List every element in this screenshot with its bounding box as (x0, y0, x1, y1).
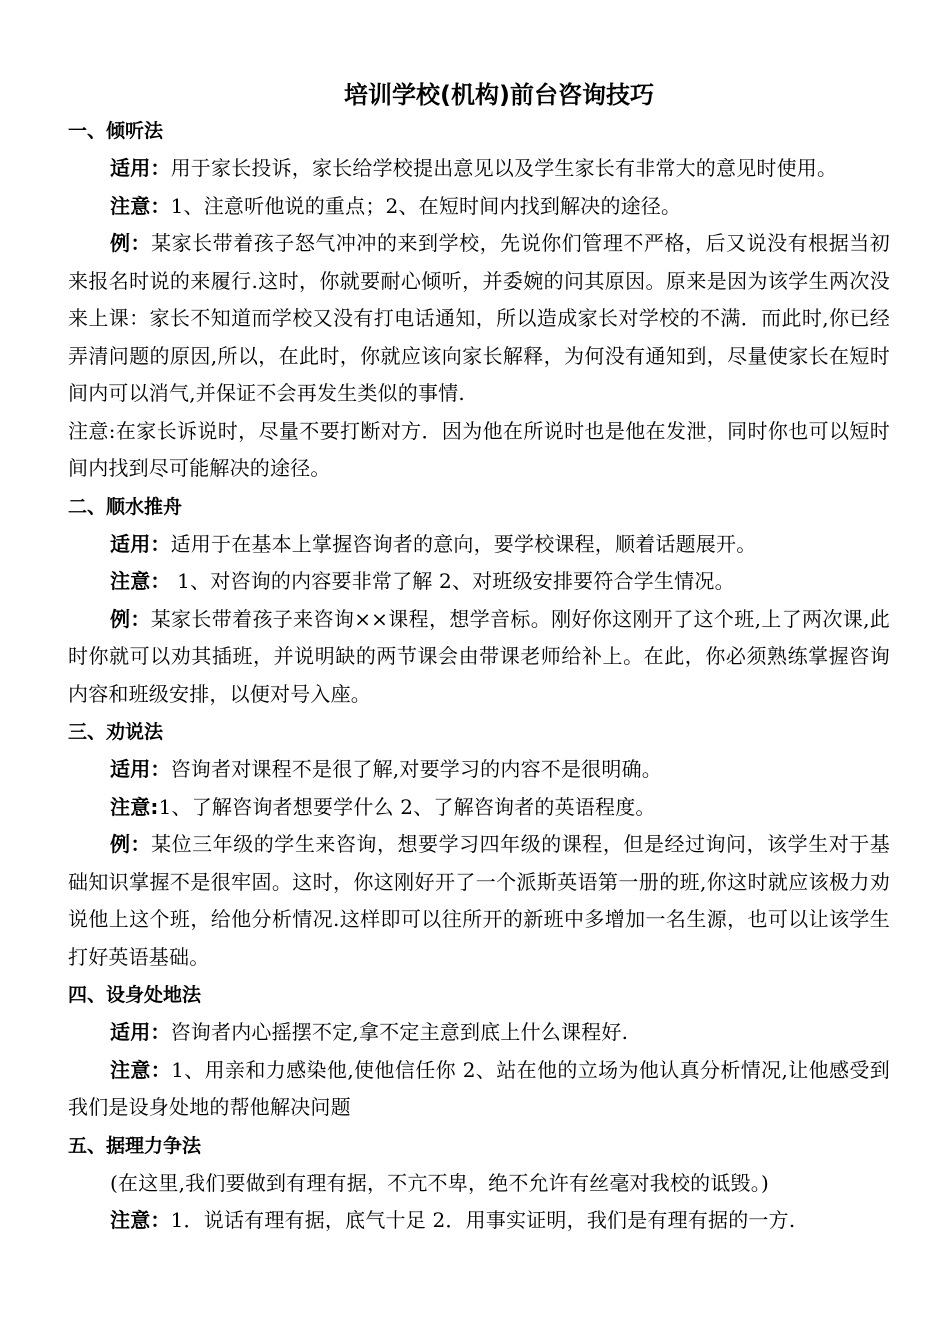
note-text: 1．说话有理有据，底气十足 2．用事实证明，我们是有理有据的一方. (170, 1208, 796, 1232)
note-text: 1、对咨询的内容要非常了解 2、对班级安排要符合学生情况。 (170, 569, 735, 593)
section-reasoning (68, 1127, 890, 1240)
note-paragraph (68, 1052, 890, 1127)
example-label: 例： (110, 832, 152, 856)
note-label: 注意： (110, 193, 171, 218)
applies-text: 咨询者对课程不是很了解,对要学习的内容不是很明确。 (170, 757, 662, 781)
example-text: 某家长带着孩子来咨询××课程，想学音标。刚好你这刚开了这个班,上了两次课,此时你就可以劝其插班，并说明缺的两节课会由带课老师给补上。在此，你必须熟练掌握咨询内容和班级安排，以便对号入座。 (68, 606, 890, 706)
section-heading: 四、设身处地法 (68, 984, 202, 1006)
applies-label: 适用： (110, 757, 171, 781)
note-label: 注意： (110, 569, 171, 593)
section-heading: 二、顺水推舟 (68, 495, 183, 518)
section-heading: 五、据理力争法 (68, 1134, 202, 1157)
applies-text: 咨询者内心摇摆不定,拿不定主意到底上什么课程好. (170, 1020, 629, 1044)
note-paragraph (68, 563, 890, 601)
note-label: 注意： (110, 1057, 172, 1082)
example-paragraph (68, 826, 890, 976)
note-text: 1、用亲和力感染他,使他信任你 2、站在他的立场为他认真分析情况,让他感受到我们是设身处地的帮他解决问题 (68, 1057, 890, 1119)
applies-text: 用于家长投诉，家长给学校提出意见以及学生家长有非常大的意见时使用。 (170, 156, 838, 180)
note-paragraph (68, 789, 890, 827)
applies-paragraph (68, 150, 890, 188)
note-paragraph (68, 1202, 890, 1240)
applies-label: 适用： (110, 531, 171, 556)
example-paragraph (68, 225, 890, 413)
extra-note-paragraph: 注意:在家长诉说时，尽量不要打断对方．因为他在所说时也是他在发泄，同时你也可以短时间内找到尽可能解决的途径。 (68, 418, 890, 480)
note-label: 注意: (110, 794, 159, 819)
example-paragraph (68, 601, 890, 714)
note-paragraph (68, 188, 890, 226)
section-listening (68, 112, 890, 488)
section-heading: 三、劝说法 (68, 721, 164, 743)
applies-text: 适用于在基本上掌握咨询者的意向，要学校课程，顺着话题展开。 (170, 531, 757, 556)
example-label: 例： (110, 606, 151, 631)
note-text: 1、了解咨询者想要学什么 2、了解咨询者的英语程度。 (158, 794, 656, 819)
document-title: 培训学校(机构)前台咨询技巧 (344, 81, 654, 109)
document-page (68, 78, 890, 1240)
intro-paragraph: (在这里,我们要做到有理有据，不亢不卑，绝不允许有丝毫对我校的诋毁。) (110, 1170, 769, 1195)
section-go-with-flow (68, 488, 890, 714)
applies-paragraph (68, 526, 890, 564)
applies-label: 适用： (110, 1020, 171, 1044)
applies-paragraph (68, 751, 890, 789)
applies-paragraph (68, 1014, 890, 1052)
section-empathy (68, 976, 890, 1127)
section-heading: 一、倾听法 (68, 120, 164, 142)
applies-label: 适用： (110, 156, 171, 180)
note-label: 注意： (110, 1208, 171, 1232)
example-text: 某位三年级的学生来咨询，想要学习四年级的课程，但是经过询问，该学生对于基础知识掌握不是很牢固。这时，你这刚好开了一个派斯英语第一册的班,你这时就应该极力劝说他上这个班，给他分析情况.这样即可以往所开的新班中多增加一名生源，也可以让该学生打好英语基础。 (68, 832, 890, 969)
example-text: 某家长带着孩子怒气冲冲的来到学校，先说你们管理不严格，后又说没有根据当初来报名时说的来履行.这时，你就要耐心倾听，并委婉的问其原因。原来是因为该学生两次没来上课：家长不知道而学校又没有打电话通知，所以造成家长对学校的不满．而此时,你已经弄清问题的原因,所以，在此时，你就应该向家长解释，为何没有通知到，尽量使家长在短时间内可以消气,并保证不会再发生类似的事情. (68, 231, 890, 405)
note-text: 1、注意听他说的重点；2、在短时间内找到解决的途径。 (170, 193, 682, 218)
example-label: 例： (110, 231, 152, 255)
section-persuasion (68, 713, 890, 976)
